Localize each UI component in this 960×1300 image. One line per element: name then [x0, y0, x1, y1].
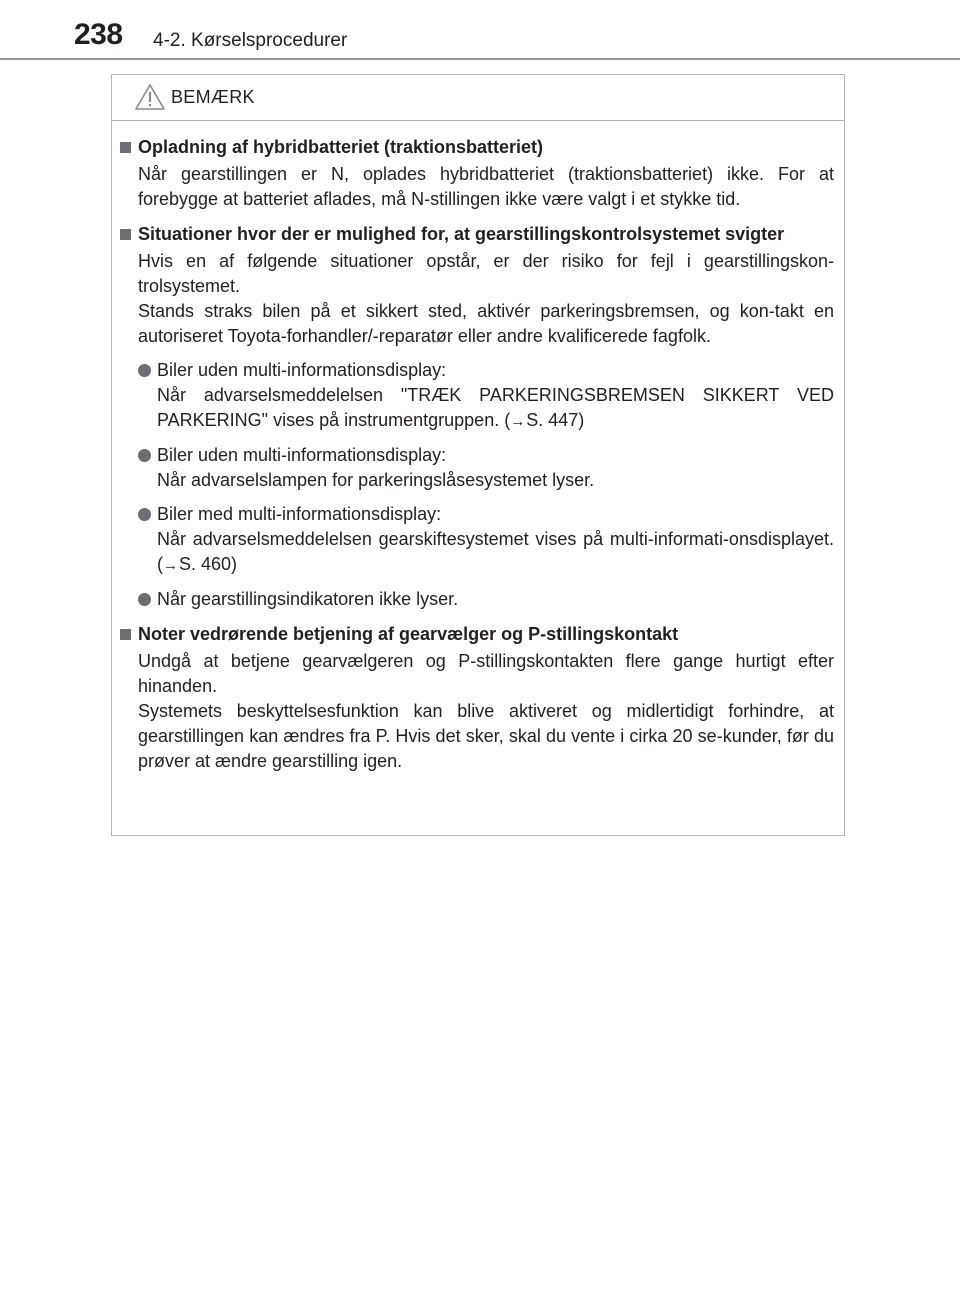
- list-item: [138, 358, 834, 434]
- note-section: [118, 622, 834, 774]
- page-header: [0, 0, 960, 60]
- list-item: [138, 502, 834, 578]
- note-section: [118, 222, 834, 612]
- list-item: [138, 587, 834, 612]
- section-heading: Noter vedrørende betjening af gearvælger og P-stillingskontakt: [138, 624, 679, 644]
- page-reference[interactable]: S. 447): [526, 410, 585, 430]
- paragraph: Hvis en af følgende situationer opstår, er der risiko for fejl i gearstillingskon-trolsystemet.: [138, 251, 834, 296]
- circle-bullet-icon: [138, 449, 151, 462]
- page-reference[interactable]: S. 460): [179, 554, 238, 574]
- page-number: 238: [74, 18, 123, 51]
- arrow-right-icon: →: [163, 557, 178, 574]
- arrow-right-icon: →: [510, 413, 526, 430]
- circle-bullet-icon: [138, 508, 151, 521]
- note-box: [111, 74, 845, 836]
- section-heading: Situationer hvor der er mulighed for, at gearstillingskontrolsystemet svigter: [138, 224, 785, 244]
- paragraph: Systemets beskyttelsesfunktion kan blive aktiveret og midlertidigt forhindre, at gearstillingen kan ændres fra P. Hvis det sker, skal du vente i cirka 20 se-kunder, før du prøver at ændre gearstilling igen.: [138, 701, 834, 771]
- list-item-text: Når gearstillingsindikatoren ikke lyser.: [157, 589, 459, 609]
- paragraph: Stands straks bilen på et sikkert sted, aktivér parkeringsbremsen, og kon-takt en autoriseret Toyota-forhandler/-reparatør eller andre kvalificerede fagfolk.: [138, 301, 834, 346]
- circle-bullet-icon: [138, 593, 151, 606]
- section-heading: Opladning af hybridbatteriet (traktionsbatteriet): [138, 137, 544, 157]
- square-bullet-icon: [120, 229, 131, 240]
- note-body: [112, 121, 844, 774]
- square-bullet-icon: [120, 629, 131, 640]
- warning-icon: [134, 83, 166, 111]
- list-item-condition: Biler uden multi-informationsdisplay:: [157, 445, 447, 465]
- circle-bullet-icon: [138, 364, 151, 377]
- list-item-text: Når advarselsmeddelelsen "TRÆK PARKERINGSBREMSEN SIKKERT VED PARKERING" vises på instrumentgruppen. (: [157, 385, 834, 430]
- note-label: BEMÆRK: [171, 87, 255, 107]
- note-section: [118, 135, 834, 212]
- square-bullet-icon: [120, 142, 131, 153]
- paragraph: Undgå at betjene gearvælgeren og P-stillingskontakten flere gange hurtigt efter hinanden.: [138, 651, 834, 696]
- list-item-condition: Biler med multi-informationsdisplay:: [157, 504, 442, 524]
- section-title: 4-2. Kørselsprocedurer: [153, 30, 348, 51]
- list-item-condition: Biler uden multi-informationsdisplay:: [157, 360, 447, 380]
- paragraph: Når gearstillingen er N, oplades hybridbatteriet (traktionsbatteriet) ikke. For at forebygge at batteriet aflades, må N-stillingen ikke være valgt i et stykke tid.: [138, 164, 834, 209]
- list-item-text: Når advarselslampen for parkeringslåsesystemet lyser.: [157, 470, 595, 490]
- note-header: [112, 75, 844, 121]
- header-divider: [0, 58, 960, 60]
- list-item: [138, 443, 834, 493]
- list-item-text: Når advarselsmeddelelsen gearskiftesystemet vises på multi-informati-onsdisplayet. (: [157, 529, 834, 574]
